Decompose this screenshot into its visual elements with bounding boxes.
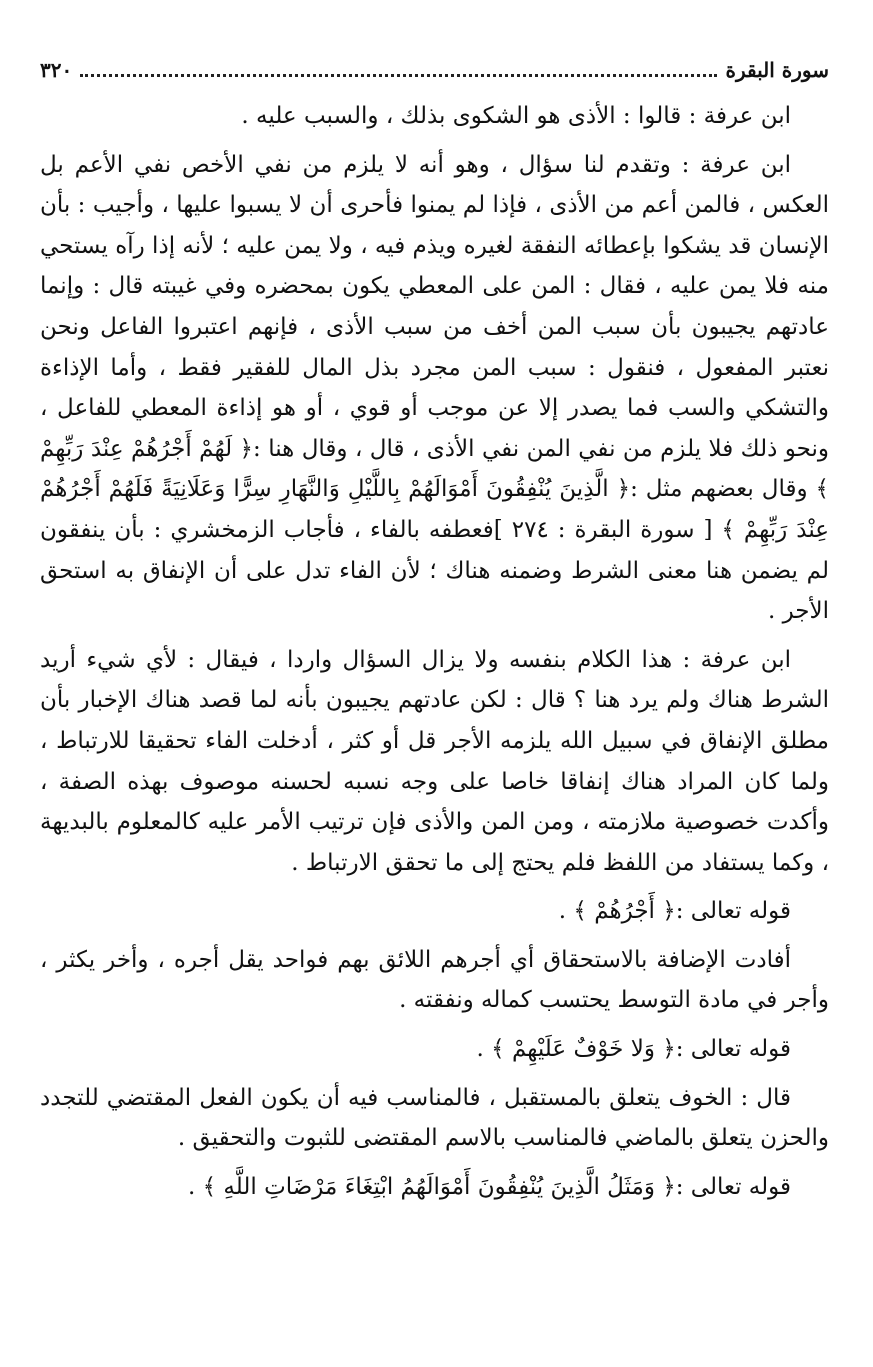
page-body	[40, 96, 829, 1207]
page-header	[40, 52, 829, 88]
paragraph: ابن عرفة : هذا الكلام بنفسه ولا يزال السؤال واردا ، فيقال : لأي شيء أريد الشرط هناك ولم يرد هنا ؟ قال : لكن عادتهم يجيبون بأنه لما قصد هناك الإخبار بأن مطلق الإنفاق في سبيل الله يلزمه الأجر قل أو كثر ، أدخلت الفاء تحقيقا للارتباط ، ولما كان المراد هناك إنفاقا خاصا على وجه نسبه لحسنه موصوف بهذه الصفة ، وأكدت خصوصية ملازمته ، ومن المن والأذى فإن ترتيب الأمر عليه كالمعلوم بالبديهة ، وكما يستفاد من اللفظ فلم يحتج إلى ما تحقق الارتباط .	[40, 646, 829, 876]
paragraph: قوله تعالى :﴿ وَلا خَوْفٌ عَلَيْهِمْ ﴾ .	[476, 1036, 791, 1063]
header-dotted-leader	[80, 64, 717, 77]
paragraph: قوله تعالى :﴿ أَجْرُهُمْ ﴾ .	[558, 898, 791, 925]
page-number: ٣٢٠	[40, 58, 73, 82]
paragraph: قوله تعالى :﴿ وَمَثَلُ الَّذِينَ يُنْفِقُونَ أَمْوَالَهُمُ ابْتِغَاءَ مَرْضَاتِ اللَّهِ ﴾ .	[188, 1173, 791, 1200]
paragraph: ابن عرفة : وتقدم لنا سؤال ، وهو أنه لا يلزم من نفي الأخص نفي الأعم بل العكس ، فالمن أعم من الأذى ، فإذا لم يمنوا فأحرى أن لا يسبوا عليها ، وأجيب : بأن الإنسان قد يشكوا بإعطائه النفقة لغيره ويذم فيه ، ولا يمن عليه ؛ لأنه إذا رآه يستحي منه فلا يمن عليه ، فقال : المن على المعطي يكون بمحضره وفي غيبته قال : وإنما عادتهم يجيبون بأن سبب المن أخف من سبب الأذى ، فإنهم اعتبروا الفاعل ونحن نعتبر المفعول ، فنقول : سبب المن مجرد بذل المال للفقير فقط ، وأما الإذاءة والتشكي والسب فما يصدر إلا عن موجب أو قوي ، أو هو إذاءة المعطي للفاعل ، ونحو ذلك فلا يلزم من نفي المن نفي الأذى ، قال ، وقال هنا :﴿ لَهُمْ أَجْرُهُمْ عِنْدَ رَبِّهِمْ ﴾ وقال بعضهم مثل :﴿ الَّذِينَ يُنْفِقُونَ أَمْوَالَهُمْ بِاللَّيْلِ وَالنَّهَارِ سِرًّا وَعَلَانِيَةً فَلَهُمْ أَجْرُهُمْ عِنْدَ رَبِّهِمْ ﴾ [ سورة البقرة : ٢٧٤ ]فعطفه بالفاء ، فأجاب الزمخشري : بأن ينفقون لم يضمن هنا معنى الشرط وضمنه هناك ؛ لأن الفاء تدل على أن الإنفاق به استحق الأجر .	[40, 151, 829, 625]
paragraph: قال : الخوف يتعلق بالمستقبل ، فالمناسب فيه أن يكون الفعل المقتضي للتجدد والحزن يتعلق بالماضي فالمناسب بالاسم المقتضى للثبوت والتحقيق .	[40, 1084, 829, 1152]
paragraph: أفادت الإضافة بالاستحقاق أي أجرهم اللائق بهم فواحد يقل أجره ، وأخر يكثر ، وأجر في مادة التوسط يحتسب كماله ونفقته .	[40, 946, 829, 1014]
paragraph: ابن عرفة : قالوا : الأذى هو الشكوى بذلك ، والسبب عليه .	[241, 103, 791, 129]
surah-name: سورة البقرة	[725, 58, 829, 82]
